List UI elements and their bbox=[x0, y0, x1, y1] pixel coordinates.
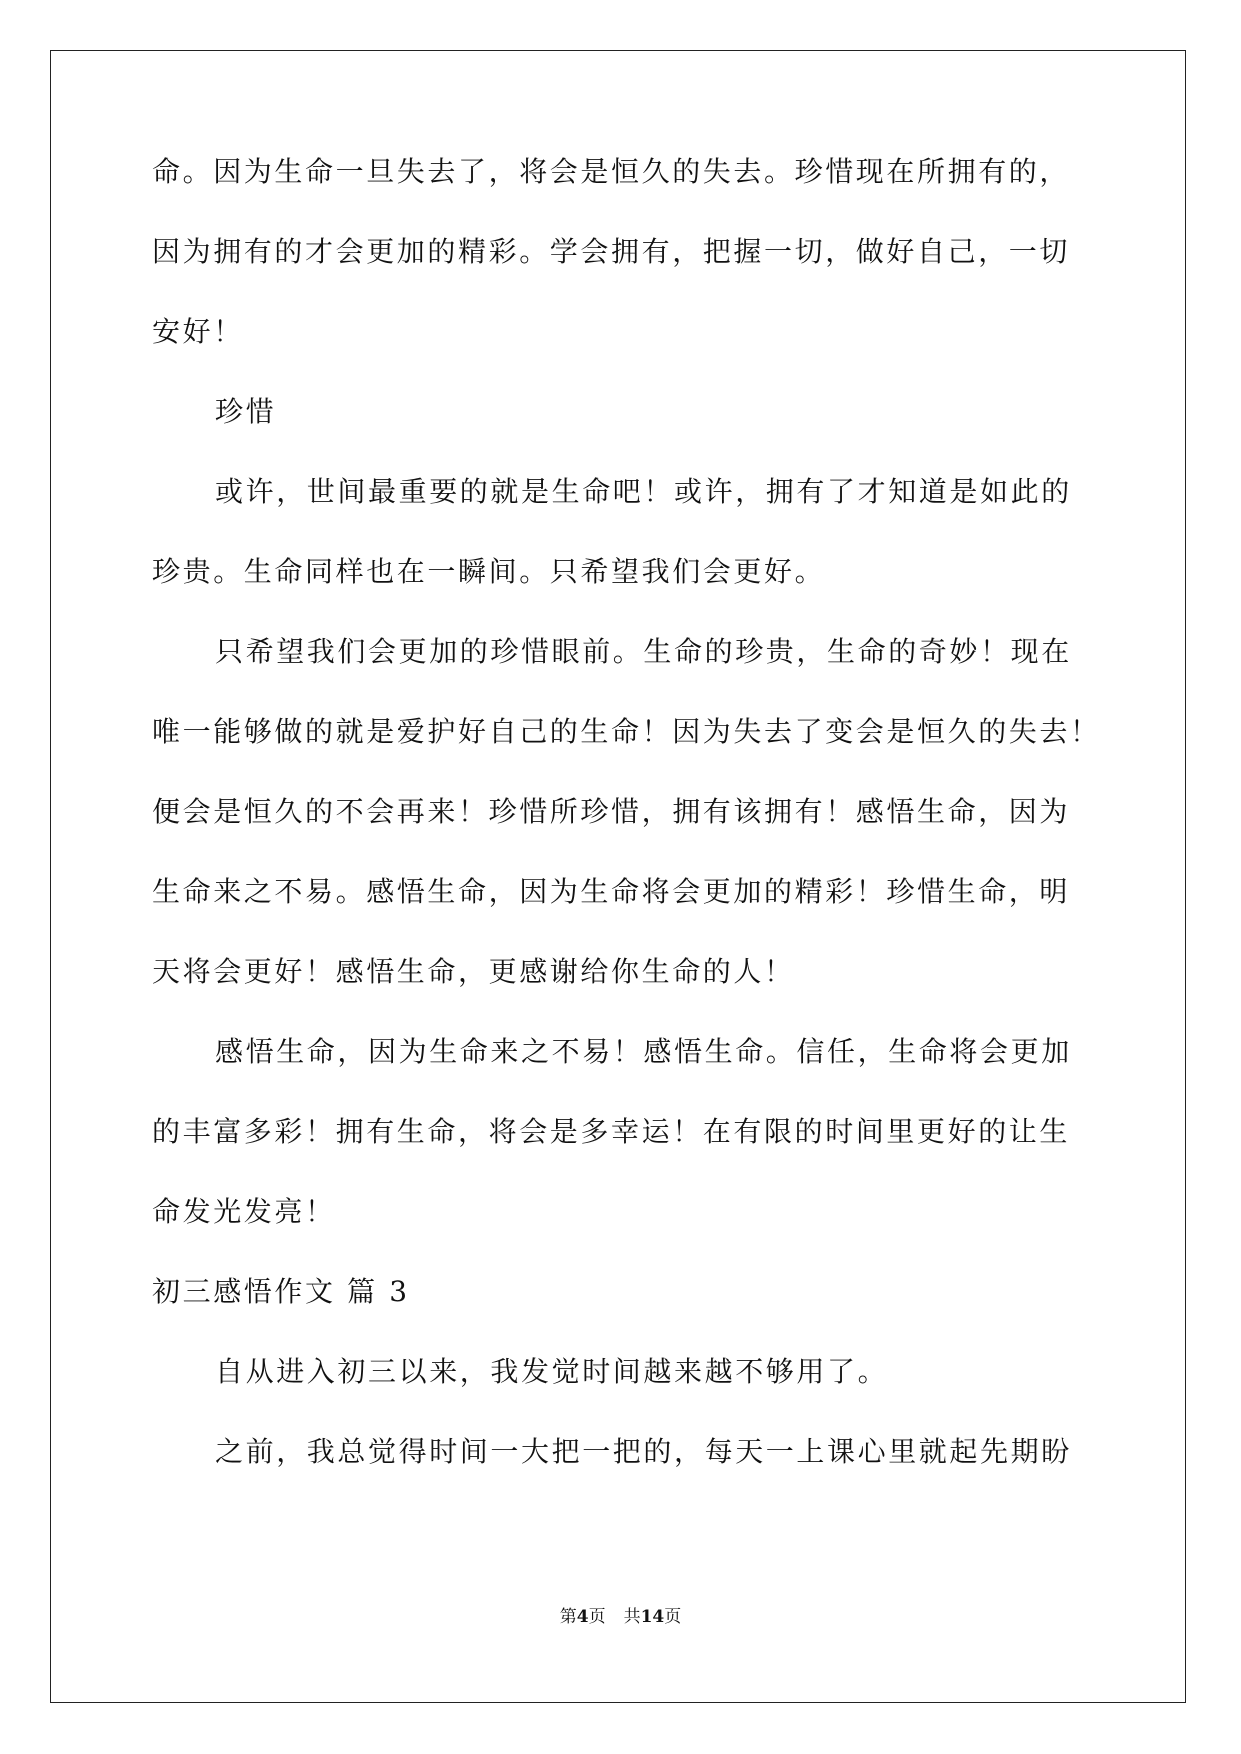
paragraph-line: 自从进入初三以来，我发觉时间越来越不够用了。 bbox=[215, 1355, 889, 1388]
paragraph-line: 生命来之不易。感悟生命，因为生命将会更加的精彩！珍惜生命，明 bbox=[152, 875, 1071, 908]
paragraph-line: 的丰富多彩！拥有生命，将会是多幸运！在有限的时间里更好的让生 bbox=[152, 1115, 1071, 1148]
page-prefix: 第 bbox=[559, 1607, 577, 1627]
paragraph-line: 天将会更好！感悟生命，更感谢给你生命的人！ bbox=[152, 955, 795, 988]
paragraph-line: 安好！ bbox=[152, 315, 244, 348]
paragraph-line: 只希望我们会更加的珍惜眼前。生命的珍贵，生命的奇妙！现在 bbox=[215, 635, 1072, 668]
paragraph-line: 之前，我总觉得时间一大把一把的，每天一上课心里就起先期盼 bbox=[215, 1435, 1072, 1468]
total-suffix: 页 bbox=[664, 1607, 682, 1627]
page-suffix: 页 bbox=[588, 1607, 606, 1627]
paragraph-line: 或许，世间最重要的就是生命吧！或许，拥有了才知道是如此的 bbox=[215, 475, 1072, 508]
paragraph-line: 命。因为生命一旦失去了，将会是恒久的失去。珍惜现在所拥有的， bbox=[152, 155, 1071, 188]
paragraph-line: 便会是恒久的不会再来！珍惜所珍惜，拥有该拥有！感悟生命，因为 bbox=[152, 795, 1071, 828]
article-heading: 初三感悟作文 篇 3 bbox=[152, 1275, 410, 1308]
paragraph-line: 因为拥有的才会更加的精彩。学会拥有，把握一切，做好自己，一切 bbox=[152, 235, 1071, 268]
total-pages: 14 bbox=[640, 1607, 665, 1627]
page-footer bbox=[0, 1605, 1241, 1629]
section-heading: 珍惜 bbox=[215, 395, 277, 428]
page-number: 4 bbox=[576, 1607, 589, 1627]
paragraph-line: 唯一能够做的就是爱护好自己的生命！因为失去了变会是恒久的失去！ bbox=[152, 715, 1101, 748]
paragraph-line: 珍贵。生命同样也在一瞬间。只希望我们会更好。 bbox=[152, 555, 826, 588]
total-prefix: 共 bbox=[623, 1607, 641, 1627]
paragraph-line: 感悟生命，因为生命来之不易！感悟生命。信任，生命将会更加 bbox=[215, 1035, 1072, 1068]
paragraph-line: 命发光发亮！ bbox=[152, 1195, 336, 1228]
